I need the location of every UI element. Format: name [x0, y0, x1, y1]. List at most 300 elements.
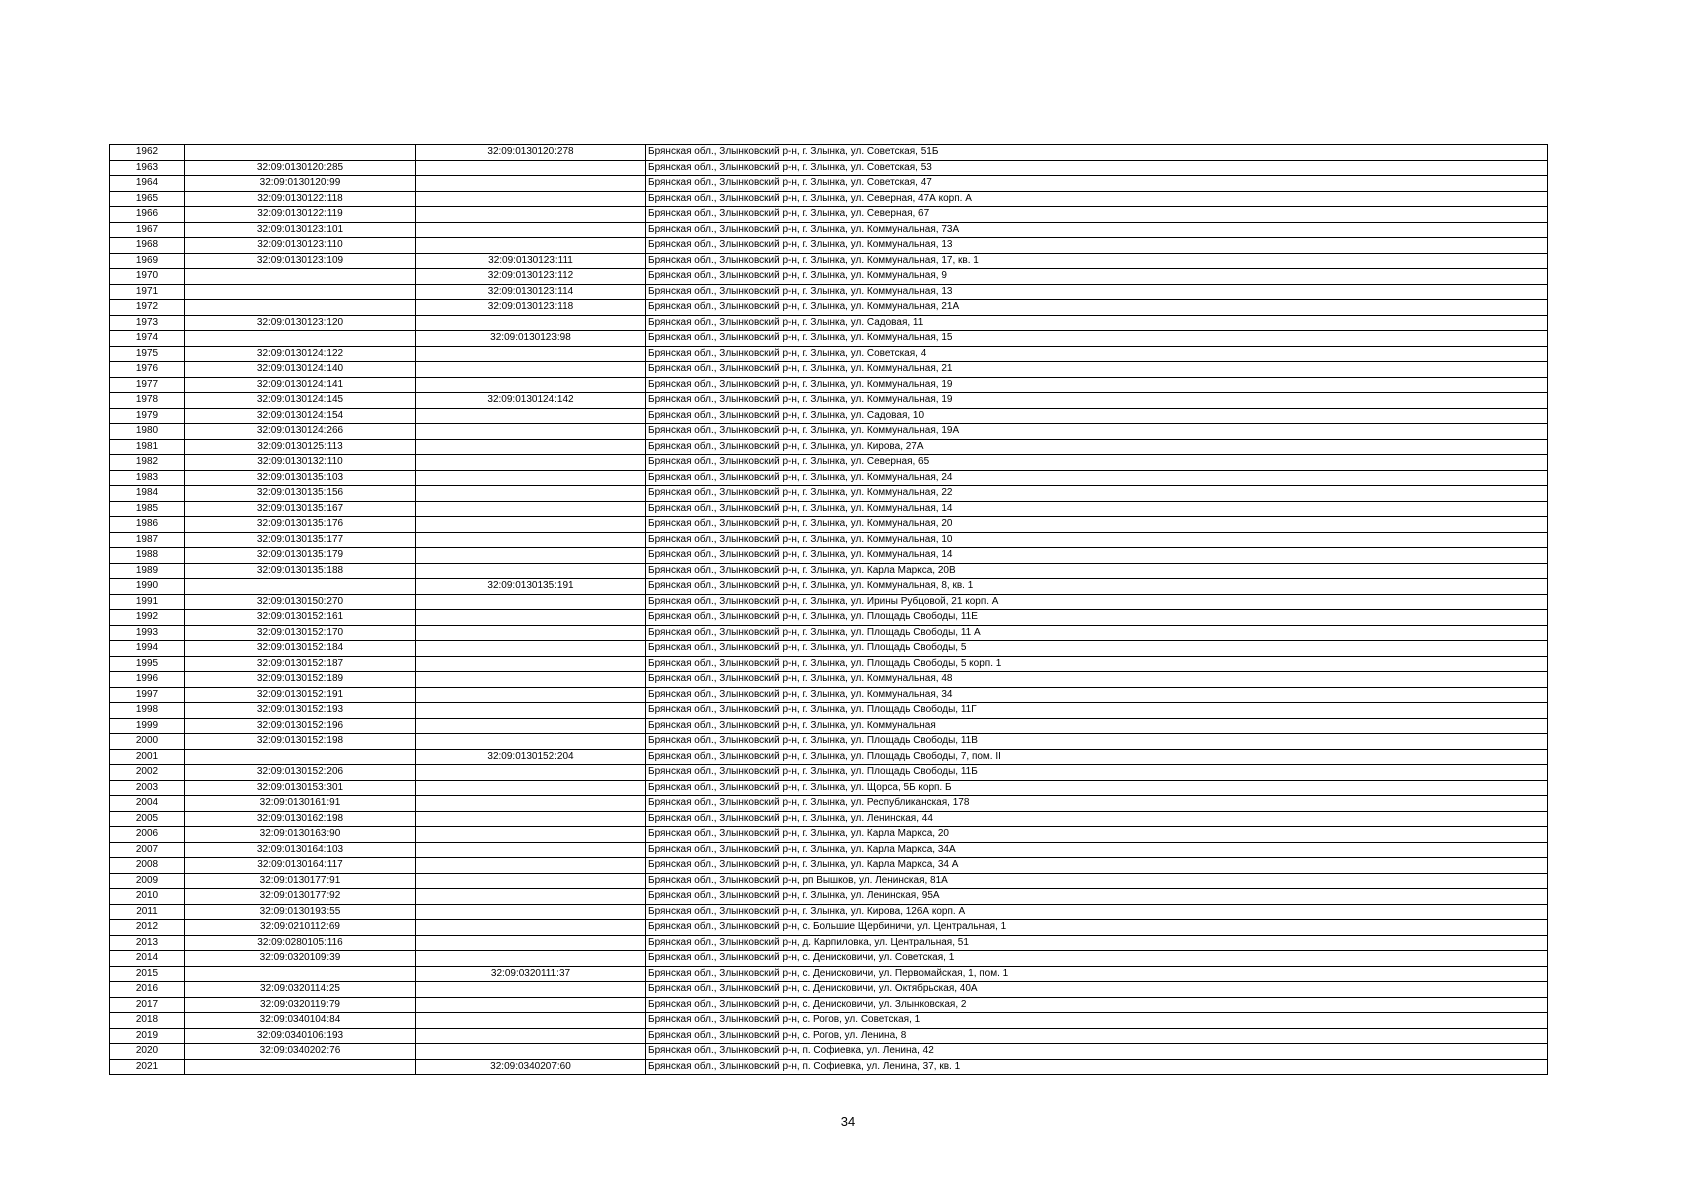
row-number-cell: 2017 [110, 997, 185, 1013]
building-cadastral-number-cell [416, 191, 646, 207]
address-cell: Брянская обл., Злынковский р-н, г. Злынка, ул. Коммунальная, 14 [646, 548, 1548, 564]
table-row [110, 982, 1548, 998]
land-cadastral-number-cell [185, 300, 416, 316]
table-row [110, 796, 1548, 812]
row-number-cell: 1997 [110, 687, 185, 703]
table-row [110, 532, 1548, 548]
land-cadastral-number-cell: 32:09:0130152:193 [185, 703, 416, 719]
building-cadastral-number-cell [416, 672, 646, 688]
building-cadastral-number-cell [416, 563, 646, 579]
row-number-cell: 1979 [110, 408, 185, 424]
table-row [110, 1059, 1548, 1075]
page-number: 34 [840, 1114, 856, 1129]
address-cell: Брянская обл., Злынковский р-н, г. Злынка, ул. Коммунальная, 17, кв. 1 [646, 253, 1548, 269]
row-number-cell: 1989 [110, 563, 185, 579]
table-row [110, 966, 1548, 982]
land-cadastral-number-cell: 32:09:0130123:109 [185, 253, 416, 269]
address-cell: Брянская обл., Злынковский р-н, г. Злынка, ул. Коммунальная, 21А [646, 300, 1548, 316]
address-cell: Брянская обл., Злынковский р-н, г. Злынка, ул. Площадь Свободы, 11В [646, 734, 1548, 750]
table-row [110, 486, 1548, 502]
row-number-cell: 1965 [110, 191, 185, 207]
table-row [110, 997, 1548, 1013]
address-cell: Брянская обл., Злынковский р-н, г. Злынка, ул. Площадь Свободы, 5 корп. 1 [646, 656, 1548, 672]
table-row [110, 548, 1548, 564]
table-row [110, 873, 1548, 889]
land-cadastral-number-cell: 32:09:0130135:156 [185, 486, 416, 502]
building-cadastral-number-cell: 32:09:0130123:114 [416, 284, 646, 300]
address-cell: Брянская обл., Злынковский р-н, г. Злынка, ул. Ирины Рубцовой, 21 корп. А [646, 594, 1548, 610]
address-cell: Брянская обл., Злынковский р-н, г. Злынка, ул. Площадь Свободы, 5 [646, 641, 1548, 657]
land-cadastral-number-cell: 32:09:0130162:198 [185, 811, 416, 827]
table-row [110, 222, 1548, 238]
row-number-cell: 2000 [110, 734, 185, 750]
address-cell: Брянская обл., Злынковский р-н, рп Вышков, ул. Ленинская, 81А [646, 873, 1548, 889]
row-number-cell: 1975 [110, 346, 185, 362]
row-number-cell: 1962 [110, 145, 185, 161]
address-cell: Брянская обл., Злынковский р-н, г. Злынка, ул. Северная, 65 [646, 455, 1548, 471]
address-cell: Брянская обл., Злынковский р-н, г. Злынка, ул. Коммунальная, 9 [646, 269, 1548, 285]
table-row [110, 780, 1548, 796]
building-cadastral-number-cell [416, 718, 646, 734]
table-row [110, 1044, 1548, 1060]
address-cell: Брянская обл., Злынковский р-н, г. Злынка, ул. Коммунальная, 21 [646, 362, 1548, 378]
address-cell: Брянская обл., Злынковский р-н, г. Злынка, ул. Коммунальная [646, 718, 1548, 734]
land-cadastral-number-cell: 32:09:0340104:84 [185, 1013, 416, 1029]
row-number-cell: 1978 [110, 393, 185, 409]
address-cell: Брянская обл., Злынковский р-н, г. Злынка, ул. Карла Маркса, 20 [646, 827, 1548, 843]
land-cadastral-number-cell: 32:09:0130161:91 [185, 796, 416, 812]
land-cadastral-number-cell: 32:09:0130152:198 [185, 734, 416, 750]
building-cadastral-number-cell [416, 207, 646, 223]
land-cadastral-number-cell: 32:09:0210112:69 [185, 920, 416, 936]
building-cadastral-number-cell [416, 176, 646, 192]
land-cadastral-number-cell: 32:09:0130152:161 [185, 610, 416, 626]
address-cell: Брянская обл., Злынковский р-н, с. Рогов, ул. Советская, 1 [646, 1013, 1548, 1029]
row-number-cell: 2016 [110, 982, 185, 998]
table-row [110, 641, 1548, 657]
land-cadastral-number-cell: 32:09:0130122:118 [185, 191, 416, 207]
table-row [110, 625, 1548, 641]
land-cadastral-number-cell: 32:09:0130132:110 [185, 455, 416, 471]
table-row [110, 207, 1548, 223]
building-cadastral-number-cell [416, 780, 646, 796]
land-cadastral-number-cell: 32:09:0320114:25 [185, 982, 416, 998]
address-cell: Брянская обл., Злынковский р-н, г. Злынка, ул. Северная, 67 [646, 207, 1548, 223]
address-cell: Брянская обл., Злынковский р-н, г. Злынка, ул. Карла Маркса, 20В [646, 563, 1548, 579]
row-number-cell: 2001 [110, 749, 185, 765]
land-cadastral-number-cell [185, 145, 416, 161]
row-number-cell: 1994 [110, 641, 185, 657]
land-cadastral-number-cell: 32:09:0130177:92 [185, 889, 416, 905]
land-cadastral-number-cell: 32:09:0130163:90 [185, 827, 416, 843]
registry-table-body [110, 145, 1548, 1075]
land-cadastral-number-cell: 32:09:0130152:189 [185, 672, 416, 688]
table-row [110, 749, 1548, 765]
land-cadastral-number-cell: 32:09:0130124:140 [185, 362, 416, 378]
address-cell: Брянская обл., Злынковский р-н, г. Злынка, ул. Коммунальная, 14 [646, 501, 1548, 517]
address-cell: Брянская обл., Злынковский р-н, г. Злынка, ул. Коммунальная, 48 [646, 672, 1548, 688]
table-row [110, 284, 1548, 300]
address-cell: Брянская обл., Злынковский р-н, г. Злынка, ул. Северная, 47А корп. А [646, 191, 1548, 207]
table-row [110, 377, 1548, 393]
row-number-cell: 1993 [110, 625, 185, 641]
row-number-cell: 2013 [110, 935, 185, 951]
address-cell: Брянская обл., Злынковский р-н, с. Большие Щербиничи, ул. Центральная, 1 [646, 920, 1548, 936]
row-number-cell: 1981 [110, 439, 185, 455]
row-number-cell: 1983 [110, 470, 185, 486]
land-cadastral-number-cell: 32:09:0130152:196 [185, 718, 416, 734]
land-cadastral-number-cell [185, 331, 416, 347]
address-cell: Брянская обл., Злынковский р-н, с. Денисковичи, ул. Первомайская, 1, пом. 1 [646, 966, 1548, 982]
building-cadastral-number-cell [416, 455, 646, 471]
address-cell: Брянская обл., Злынковский р-н, г. Злынка, ул. Кирова, 27А [646, 439, 1548, 455]
address-cell: Брянская обл., Злынковский р-н, г. Злынка, ул. Советская, 4 [646, 346, 1548, 362]
row-number-cell: 1971 [110, 284, 185, 300]
address-cell: Брянская обл., Злынковский р-н, г. Злынка, ул. Советская, 53 [646, 160, 1548, 176]
row-number-cell: 1991 [110, 594, 185, 610]
address-cell: Брянская обл., Злынковский р-н, г. Злынка, ул. Площадь Свободы, 11 А [646, 625, 1548, 641]
row-number-cell: 1966 [110, 207, 185, 223]
building-cadastral-number-cell: 32:09:0130152:204 [416, 749, 646, 765]
building-cadastral-number-cell [416, 610, 646, 626]
land-cadastral-number-cell: 32:09:0130135:179 [185, 548, 416, 564]
table-row [110, 470, 1548, 486]
table-row [110, 439, 1548, 455]
land-cadastral-number-cell [185, 284, 416, 300]
building-cadastral-number-cell [416, 997, 646, 1013]
land-cadastral-number-cell: 32:09:0130193:55 [185, 904, 416, 920]
table-row [110, 501, 1548, 517]
row-number-cell: 2006 [110, 827, 185, 843]
table-row [110, 1013, 1548, 1029]
address-cell: Брянская обл., Злынковский р-н, г. Злынка, ул. Коммунальная, 19А [646, 424, 1548, 440]
building-cadastral-number-cell [416, 486, 646, 502]
land-cadastral-number-cell: 32:09:0130135:103 [185, 470, 416, 486]
address-cell: Брянская обл., Злынковский р-н, с. Денисковичи, ул. Советская, 1 [646, 951, 1548, 967]
row-number-cell: 1973 [110, 315, 185, 331]
table-row [110, 951, 1548, 967]
building-cadastral-number-cell [416, 439, 646, 455]
building-cadastral-number-cell [416, 362, 646, 378]
row-number-cell: 2012 [110, 920, 185, 936]
address-cell: Брянская обл., Злынковский р-н, г. Злынка, ул. Садовая, 10 [646, 408, 1548, 424]
building-cadastral-number-cell: 32:09:0320111:37 [416, 966, 646, 982]
land-cadastral-number-cell: 32:09:0130124:141 [185, 377, 416, 393]
row-number-cell: 1969 [110, 253, 185, 269]
row-number-cell: 2002 [110, 765, 185, 781]
table-row [110, 191, 1548, 207]
table-row [110, 827, 1548, 843]
land-cadastral-number-cell [185, 749, 416, 765]
row-number-cell: 2005 [110, 811, 185, 827]
row-number-cell: 2019 [110, 1028, 185, 1044]
building-cadastral-number-cell [416, 858, 646, 874]
address-cell: Брянская обл., Злынковский р-н, г. Злынка, ул. Коммунальная, 13 [646, 284, 1548, 300]
table-row [110, 765, 1548, 781]
land-cadastral-number-cell: 32:09:0130123:101 [185, 222, 416, 238]
building-cadastral-number-cell [416, 1044, 646, 1060]
land-cadastral-number-cell: 32:09:0320119:79 [185, 997, 416, 1013]
land-cadastral-number-cell: 32:09:0130124:154 [185, 408, 416, 424]
table-row [110, 718, 1548, 734]
address-cell: Брянская обл., Злынковский р-н, г. Злынка, ул. Садовая, 11 [646, 315, 1548, 331]
table-row [110, 935, 1548, 951]
building-cadastral-number-cell: 32:09:0130123:111 [416, 253, 646, 269]
table-row [110, 408, 1548, 424]
address-cell: Брянская обл., Злынковский р-н, г. Злынка, ул. Коммунальная, 13 [646, 238, 1548, 254]
building-cadastral-number-cell [416, 811, 646, 827]
address-cell: Брянская обл., Злынковский р-н, г. Злынка, ул. Площадь Свободы, 11Г [646, 703, 1548, 719]
address-cell: Брянская обл., Злынковский р-н, г. Злынка, ул. Щорса, 5Б корп. Б [646, 780, 1548, 796]
table-row [110, 594, 1548, 610]
land-cadastral-number-cell: 32:09:0130152:191 [185, 687, 416, 703]
row-number-cell: 2010 [110, 889, 185, 905]
row-number-cell: 1999 [110, 718, 185, 734]
row-number-cell: 2004 [110, 796, 185, 812]
table-row [110, 315, 1548, 331]
building-cadastral-number-cell [416, 408, 646, 424]
building-cadastral-number-cell [416, 982, 646, 998]
table-row [110, 145, 1548, 161]
row-number-cell: 2011 [110, 904, 185, 920]
building-cadastral-number-cell [416, 424, 646, 440]
building-cadastral-number-cell [416, 315, 646, 331]
land-cadastral-number-cell [185, 269, 416, 285]
row-number-cell: 1982 [110, 455, 185, 471]
address-cell: Брянская обл., Злынковский р-н, г. Злынка, ул. Коммунальная, 20 [646, 517, 1548, 533]
building-cadastral-number-cell [416, 920, 646, 936]
land-cadastral-number-cell: 32:09:0130120:99 [185, 176, 416, 192]
address-cell: Брянская обл., Злынковский р-н, с. Рогов, ул. Ленина, 8 [646, 1028, 1548, 1044]
land-cadastral-number-cell: 32:09:0130124:122 [185, 346, 416, 362]
row-number-cell: 1974 [110, 331, 185, 347]
address-cell: Брянская обл., Злынковский р-н, г. Злынка, ул. Коммунальная, 73А [646, 222, 1548, 238]
land-cadastral-number-cell: 32:09:0130152:206 [185, 765, 416, 781]
row-number-cell: 1995 [110, 656, 185, 672]
address-cell: Брянская обл., Злынковский р-н, г. Злынка, ул. Площадь Свободы, 11Б [646, 765, 1548, 781]
building-cadastral-number-cell: 32:09:0130123:98 [416, 331, 646, 347]
address-cell: Брянская обл., Злынковский р-н, г. Злынка, ул. Советская, 51Б [646, 145, 1548, 161]
address-cell: Брянская обл., Злынковский р-н, г. Злынка, ул. Ленинская, 95А [646, 889, 1548, 905]
table-row [110, 393, 1548, 409]
table-row [110, 889, 1548, 905]
address-cell: Брянская обл., Злынковский р-н, г. Злынка, ул. Республиканская, 178 [646, 796, 1548, 812]
building-cadastral-number-cell [416, 889, 646, 905]
address-cell: Брянская обл., Злынковский р-н, г. Злынка, ул. Площадь Свободы, 11Е [646, 610, 1548, 626]
building-cadastral-number-cell [416, 873, 646, 889]
land-cadastral-number-cell: 32:09:0130135:188 [185, 563, 416, 579]
table-row [110, 517, 1548, 533]
table-row [110, 610, 1548, 626]
land-cadastral-number-cell [185, 1059, 416, 1075]
building-cadastral-number-cell: 32:09:0130135:191 [416, 579, 646, 595]
row-number-cell: 2009 [110, 873, 185, 889]
row-number-cell: 1972 [110, 300, 185, 316]
building-cadastral-number-cell [416, 734, 646, 750]
building-cadastral-number-cell [416, 687, 646, 703]
address-cell: Брянская обл., Злынковский р-н, г. Злынка, ул. Коммунальная, 22 [646, 486, 1548, 502]
table-row [110, 362, 1548, 378]
land-cadastral-number-cell: 32:09:0130135:177 [185, 532, 416, 548]
building-cadastral-number-cell [416, 222, 646, 238]
row-number-cell: 1990 [110, 579, 185, 595]
address-cell: Брянская обл., Злынковский р-н, п. Софиевка, ул. Ленина, 37, кв. 1 [646, 1059, 1548, 1075]
building-cadastral-number-cell [416, 641, 646, 657]
address-cell: Брянская обл., Злынковский р-н, г. Злынка, ул. Площадь Свободы, 7, пом. II [646, 749, 1548, 765]
table-row [110, 455, 1548, 471]
building-cadastral-number-cell [416, 796, 646, 812]
table-row [110, 656, 1548, 672]
land-cadastral-number-cell: 32:09:0130123:110 [185, 238, 416, 254]
building-cadastral-number-cell: 32:09:0340207:60 [416, 1059, 646, 1075]
address-cell: Брянская обл., Злынковский р-н, г. Злынка, ул. Коммунальная, 24 [646, 470, 1548, 486]
building-cadastral-number-cell: 32:09:0130124:142 [416, 393, 646, 409]
row-number-cell: 2018 [110, 1013, 185, 1029]
row-number-cell: 2021 [110, 1059, 185, 1075]
land-cadastral-number-cell: 32:09:0130135:167 [185, 501, 416, 517]
row-number-cell: 2003 [110, 780, 185, 796]
row-number-cell: 1984 [110, 486, 185, 502]
land-cadastral-number-cell: 32:09:0320109:39 [185, 951, 416, 967]
address-cell: Брянская обл., Злынковский р-н, г. Злынка, ул. Коммунальная, 10 [646, 532, 1548, 548]
land-cadastral-number-cell: 32:09:0130177:91 [185, 873, 416, 889]
row-number-cell: 1996 [110, 672, 185, 688]
row-number-cell: 1970 [110, 269, 185, 285]
building-cadastral-number-cell [416, 238, 646, 254]
table-row [110, 811, 1548, 827]
address-cell: Брянская обл., Злынковский р-н, г. Злынка, ул. Коммунальная, 19 [646, 377, 1548, 393]
row-number-cell: 1985 [110, 501, 185, 517]
address-cell: Брянская обл., Злынковский р-н, с. Денисковичи, ул. Октябрьская, 40А [646, 982, 1548, 998]
table-row [110, 176, 1548, 192]
table-row [110, 160, 1548, 176]
table-row [110, 904, 1548, 920]
cadastral-registry-table [109, 144, 1548, 1075]
address-cell: Брянская обл., Злынковский р-н, г. Злынка, ул. Карла Маркса, 34А [646, 842, 1548, 858]
building-cadastral-number-cell [416, 827, 646, 843]
building-cadastral-number-cell [416, 1028, 646, 1044]
row-number-cell: 2020 [110, 1044, 185, 1060]
land-cadastral-number-cell: 32:09:0130122:119 [185, 207, 416, 223]
table-row [110, 269, 1548, 285]
table-row [110, 1028, 1548, 1044]
land-cadastral-number-cell: 32:09:0130120:285 [185, 160, 416, 176]
address-cell: Брянская обл., Злынковский р-н, г. Злынка, ул. Коммунальная, 8, кв. 1 [646, 579, 1548, 595]
table-row [110, 424, 1548, 440]
row-number-cell: 1964 [110, 176, 185, 192]
building-cadastral-number-cell: 32:09:0130123:118 [416, 300, 646, 316]
table-row [110, 672, 1548, 688]
building-cadastral-number-cell [416, 951, 646, 967]
row-number-cell: 2015 [110, 966, 185, 982]
table-row [110, 346, 1548, 362]
land-cadastral-number-cell: 32:09:0340202:76 [185, 1044, 416, 1060]
land-cadastral-number-cell: 32:09:0130123:120 [185, 315, 416, 331]
table-row [110, 703, 1548, 719]
land-cadastral-number-cell: 32:09:0130164:117 [185, 858, 416, 874]
row-number-cell: 1992 [110, 610, 185, 626]
land-cadastral-number-cell: 32:09:0130125:113 [185, 439, 416, 455]
table-row [110, 687, 1548, 703]
building-cadastral-number-cell: 32:09:0130120:278 [416, 145, 646, 161]
row-number-cell: 1988 [110, 548, 185, 564]
building-cadastral-number-cell: 32:09:0130123:112 [416, 269, 646, 285]
building-cadastral-number-cell [416, 377, 646, 393]
building-cadastral-number-cell [416, 656, 646, 672]
table-row [110, 238, 1548, 254]
building-cadastral-number-cell [416, 532, 646, 548]
table-row [110, 331, 1548, 347]
building-cadastral-number-cell [416, 517, 646, 533]
row-number-cell: 1986 [110, 517, 185, 533]
building-cadastral-number-cell [416, 703, 646, 719]
land-cadastral-number-cell: 32:09:0130124:145 [185, 393, 416, 409]
address-cell: Брянская обл., Злынковский р-н, г. Злынка, ул. Кирова, 126А корп. А [646, 904, 1548, 920]
row-number-cell: 1980 [110, 424, 185, 440]
building-cadastral-number-cell [416, 160, 646, 176]
row-number-cell: 1976 [110, 362, 185, 378]
land-cadastral-number-cell: 32:09:0130164:103 [185, 842, 416, 858]
address-cell: Брянская обл., Злынковский р-н, г. Злынка, ул. Ленинская, 44 [646, 811, 1548, 827]
land-cadastral-number-cell: 32:09:0130124:266 [185, 424, 416, 440]
land-cadastral-number-cell: 32:09:0130152:170 [185, 625, 416, 641]
building-cadastral-number-cell [416, 625, 646, 641]
land-cadastral-number-cell [185, 579, 416, 595]
row-number-cell: 1977 [110, 377, 185, 393]
address-cell: Брянская обл., Злынковский р-н, п. Софиевка, ул. Ленина, 42 [646, 1044, 1548, 1060]
row-number-cell: 1967 [110, 222, 185, 238]
row-number-cell: 1968 [110, 238, 185, 254]
land-cadastral-number-cell: 32:09:0340106:193 [185, 1028, 416, 1044]
address-cell: Брянская обл., Злынковский р-н, с. Денисковичи, ул. Злынковская, 2 [646, 997, 1548, 1013]
row-number-cell: 2014 [110, 951, 185, 967]
land-cadastral-number-cell: 32:09:0130152:187 [185, 656, 416, 672]
row-number-cell: 1987 [110, 532, 185, 548]
table-row [110, 579, 1548, 595]
address-cell: Брянская обл., Злынковский р-н, г. Злынка, ул. Коммунальная, 15 [646, 331, 1548, 347]
land-cadastral-number-cell: 32:09:0280105:116 [185, 935, 416, 951]
table-row [110, 253, 1548, 269]
land-cadastral-number-cell: 32:09:0130153:301 [185, 780, 416, 796]
table-row [110, 842, 1548, 858]
table-row [110, 563, 1548, 579]
building-cadastral-number-cell [416, 470, 646, 486]
building-cadastral-number-cell [416, 594, 646, 610]
row-number-cell: 1998 [110, 703, 185, 719]
building-cadastral-number-cell [416, 346, 646, 362]
address-cell: Брянская обл., Злынковский р-н, г. Злынка, ул. Коммунальная, 19 [646, 393, 1548, 409]
land-cadastral-number-cell: 32:09:0130152:184 [185, 641, 416, 657]
table-row [110, 734, 1548, 750]
table-row [110, 920, 1548, 936]
building-cadastral-number-cell [416, 501, 646, 517]
row-number-cell: 2007 [110, 842, 185, 858]
land-cadastral-number-cell [185, 966, 416, 982]
table-row [110, 858, 1548, 874]
land-cadastral-number-cell: 32:09:0130150:270 [185, 594, 416, 610]
building-cadastral-number-cell [416, 765, 646, 781]
row-number-cell: 1963 [110, 160, 185, 176]
building-cadastral-number-cell [416, 935, 646, 951]
building-cadastral-number-cell [416, 1013, 646, 1029]
address-cell: Брянская обл., Злынковский р-н, д. Карпиловка, ул. Центральная, 51 [646, 935, 1548, 951]
address-cell: Брянская обл., Злынковский р-н, г. Злынка, ул. Карла Маркса, 34 А [646, 858, 1548, 874]
table-row [110, 300, 1548, 316]
address-cell: Брянская обл., Злынковский р-н, г. Злынка, ул. Коммунальная, 34 [646, 687, 1548, 703]
building-cadastral-number-cell [416, 842, 646, 858]
address-cell: Брянская обл., Злынковский р-н, г. Злынка, ул. Советская, 47 [646, 176, 1548, 192]
land-cadastral-number-cell: 32:09:0130135:176 [185, 517, 416, 533]
